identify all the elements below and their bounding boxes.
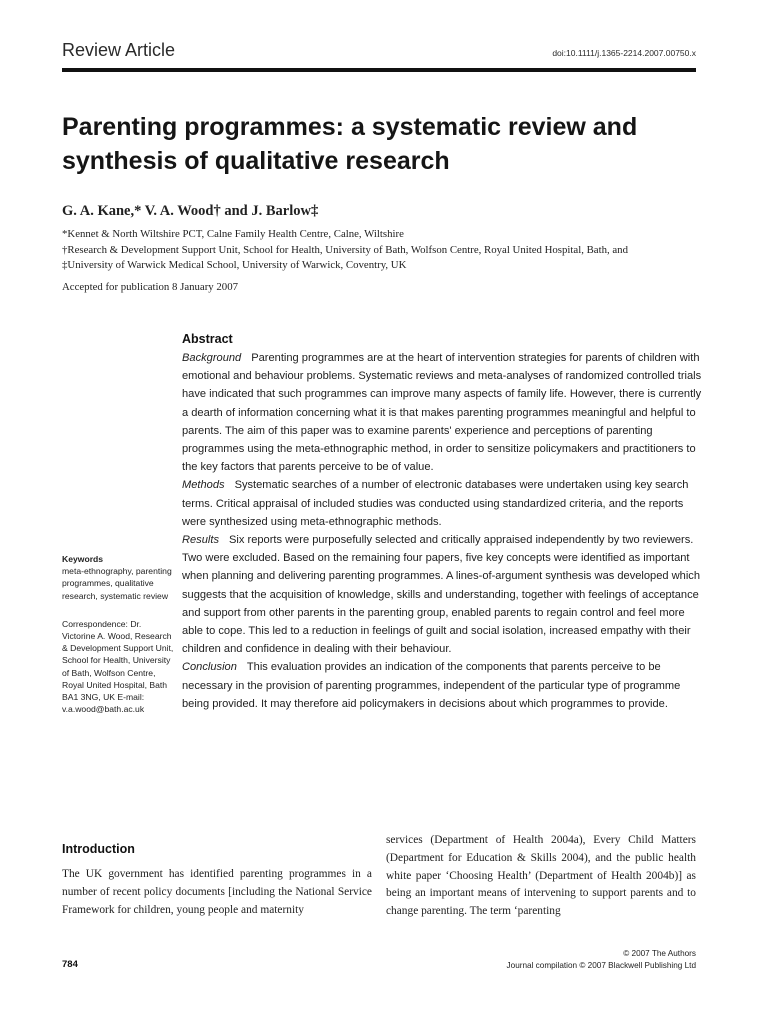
abstract-conclusion [182, 658, 702, 713]
introduction-column-1 [62, 866, 372, 919]
running-header [62, 40, 696, 70]
copyright-line-1: © 2007 The Authors [623, 949, 696, 958]
background-text: Parenting programmes are at the heart of intervention strategies for parents of children with emotional and behaviour problems. Systematic reviews and meta-analyses of randomized controlled trials have indicated that such programmes can improve many aspects of family life. However, there is currently a dearth of information concerning what it is that makes parenting programmes meaningful and helpful to parents. The aim of this paper was to examine parents' experience and perceptions of parenting programmes using the meta-ethnographic method, in order to sensitize policymakers and practitioners to the key factors that parents perceive to be of value. [182, 352, 702, 474]
methods-label: Methods [182, 479, 225, 492]
conclusion-label: Conclusion [182, 661, 237, 674]
copyright-line-2: Journal compilation © 2007 Blackwell Publishing Ltd [506, 961, 696, 970]
affiliations [62, 227, 702, 274]
accepted-date: Accepted for publication 8 January 2007 [62, 281, 238, 293]
header-rule [62, 68, 696, 72]
correspondence: Correspondence: Dr. Victorine A. Wood, Research & Development Support Unit, School for Health, University of Bath, Wolfson Centre, Royal United Hospital, Bath BA1 3NG, UK E-mail: v.a.wood@bath.ac.uk [62, 618, 174, 715]
results-text: Six reports were purposefully selected and critically appraised independently by two reviewers. Two were excluded. Based on the remaining four papers, five key concepts were identified as important when planning and delivering parenting programmes. A lines-of-argument synthesis was developed which suggests that the acquisition of knowledge, skills and understanding, together with feelings of acceptance and support from other parents in the parenting group, enabled parents to regain control and feel more able to cope. This led to a reduction in feelings of guilt and social isolation, increased empathy with their children and confidence in dealing with their behaviour. [182, 534, 701, 656]
article-title: Parenting programmes: a systematic review and synthesis of qualitative research [62, 113, 638, 175]
abstract-background [182, 349, 702, 476]
affiliation-1: *Kennet & North Wiltshire PCT, Calne Family Health Centre, Calne, Wiltshire [62, 228, 404, 240]
affiliation-2: †Research & Development Support Unit, School for Health, University of Bath, Wolfson Centre, Royal United Hospital, Bath, and [62, 243, 628, 256]
keywords-list: meta-ethnography, parenting programmes, qualitative research, systematic review [62, 566, 172, 601]
introduction-paragraph-2: services (Department of Health 2004a), Every Child Matters (Department for Education & Skills 2004), and the public health white paper ‘Choosing Health’ (Department of Health 2004b)] as being an important means of intervening to support parents and to change parenting. The term ‘parenting [386, 834, 696, 918]
affiliation-3: ‡University of Warwick Medical School, University of Warwick, Coventry, UK [62, 259, 407, 271]
results-label: Results [182, 534, 219, 547]
section-label: Review Article [62, 40, 176, 60]
abstract-methods [182, 476, 702, 531]
page-number: 784 [62, 959, 78, 970]
introduction-paragraph-1: The UK government has identified parenting programmes in a number of recent policy documents [including the National Service Framework for children, young people and maternity [62, 868, 372, 916]
introduction-column-2 [386, 832, 696, 921]
background-label: Background [182, 352, 242, 364]
conclusion-text: This evaluation provides an indication of the components that parents perceive to be necessary in the provision of parenting programmes, independent of the particular type of programme being provided. It may therefore aid policymakers in decisions about which programmes to provide. [182, 661, 681, 710]
sidebar [62, 553, 174, 715]
abstract-results [182, 531, 702, 658]
methods-text: Systematic searches of a number of electronic databases were undertaken using key search terms. Critical appraisal of included studies was conducted using standardized criteria, and the reports were synthesized using meta-ethnographic methods. [182, 479, 689, 528]
introduction-heading: Introduction [62, 842, 135, 856]
copyright [507, 948, 696, 972]
authors: G. A. Kane,* V. A. Wood† and J. Barlow‡ [62, 203, 319, 219]
doi-link[interactable]: doi:10.1111/j.1365-2214.2007.00750.x [552, 48, 696, 58]
abstract-heading: Abstract [182, 332, 233, 346]
abstract-body [182, 349, 702, 713]
keywords-heading: Keywords [62, 554, 104, 564]
